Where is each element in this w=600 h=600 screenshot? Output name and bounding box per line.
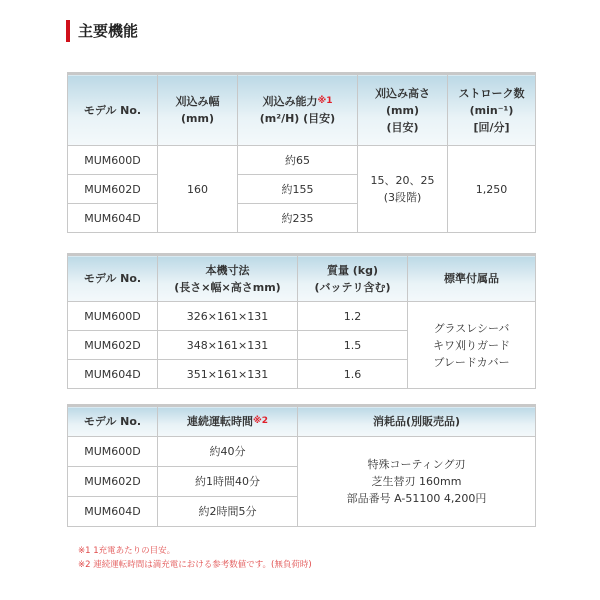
- text: 15、20、25: [370, 174, 435, 187]
- text: [68, 74, 536, 146]
- table-cell: 1.6: [298, 360, 408, 389]
- footnote-1: ※1 1充電あたりの目安。: [78, 546, 176, 556]
- table-cell: MUM600D: [68, 302, 158, 331]
- text: [68, 406, 536, 527]
- text: キワ刈りガード: [433, 338, 510, 352]
- table-cell: 348×161×131: [158, 331, 298, 360]
- text: 部品番号 A-51100 4,200円: [346, 492, 487, 505]
- spec-table-runtime: [67, 404, 536, 527]
- spec-table-dimensions: [67, 253, 536, 389]
- text: 刈込み幅: [175, 95, 220, 108]
- footnote-2: ※2 連続運転時間は満充電における参考数値です。(無負荷時): [78, 560, 312, 570]
- table-cell: 351×161×131: [158, 360, 298, 389]
- text: [68, 255, 536, 389]
- table-header-cell: モデル No.: [68, 406, 158, 437]
- table-cell: 約1時間40分: [158, 467, 298, 497]
- header-stroke: [448, 74, 536, 146]
- text: 質量 (kg): [326, 263, 379, 277]
- table-cell: 約2時間5分: [158, 497, 298, 527]
- text: ※1: [317, 96, 333, 106]
- table-header-cell: [298, 255, 408, 302]
- table-cell: 160: [158, 146, 238, 233]
- consumables: [298, 437, 536, 527]
- table-cell: 約235: [238, 204, 358, 233]
- table-cell: 約155: [238, 175, 358, 204]
- text: ストローク数: [458, 86, 525, 100]
- text: (3段階): [383, 191, 422, 204]
- text: 刈込み能力: [262, 95, 318, 108]
- text: 連続運転時間: [186, 415, 253, 428]
- table-cell: MUM602D: [68, 467, 158, 497]
- text: ※2: [252, 416, 268, 426]
- text: 刈込み高さ: [375, 86, 430, 100]
- page-title: 主要機能: [66, 20, 138, 42]
- text: 特殊コーティング刃: [367, 458, 466, 471]
- table-cell: 約40分: [158, 437, 298, 467]
- text: 本機寸法: [205, 263, 250, 277]
- text: (mm): [386, 103, 419, 117]
- table-row: [68, 302, 536, 331]
- table-cell: MUM602D: [68, 331, 158, 360]
- table-header-cell: [158, 406, 298, 437]
- text: [68, 406, 536, 437]
- footnotes: [78, 544, 312, 572]
- text: (バッテリ含む): [314, 280, 391, 294]
- table-cell: 約65: [238, 146, 358, 175]
- table-cell: 1.5: [298, 331, 408, 360]
- text: (mm): [181, 112, 214, 125]
- text: [68, 74, 536, 233]
- text: 芝生替刃 160mm: [371, 475, 462, 488]
- cutting-height: [358, 146, 448, 233]
- text: (min⁻¹): [469, 103, 514, 117]
- header-capacity: [238, 74, 358, 146]
- spec-table-cutting: [67, 72, 536, 233]
- table-cell: MUM604D: [68, 360, 158, 389]
- text: (長さ×幅×高さmm): [174, 280, 281, 294]
- accessories: [408, 302, 536, 389]
- header-width: [158, 74, 238, 146]
- table-cell: 1,250: [448, 146, 536, 233]
- text: [68, 255, 536, 302]
- text: [回/分]: [473, 120, 510, 134]
- table-cell: MUM604D: [68, 497, 158, 527]
- header-model: モデル No.: [68, 74, 158, 146]
- table-row: [68, 437, 536, 467]
- table-cell: 1.2: [298, 302, 408, 331]
- text: (m²/H) (目安): [259, 112, 336, 125]
- text: (目安): [386, 120, 419, 134]
- table-row: [68, 146, 536, 175]
- table-cell: MUM600D: [68, 437, 158, 467]
- table-header-cell: 標準付属品: [408, 255, 536, 302]
- table-cell: MUM600D: [68, 146, 158, 175]
- table-header-cell: [158, 255, 298, 302]
- table-cell: MUM602D: [68, 175, 158, 204]
- table-header-cell: 消耗品(別販売品): [298, 406, 536, 437]
- header-height: [358, 74, 448, 146]
- table-header-cell: モデル No.: [68, 255, 158, 302]
- text: ブレードカバー: [433, 355, 510, 369]
- table-cell: MUM604D: [68, 204, 158, 233]
- text: グラスレシーバ: [433, 321, 510, 335]
- table-cell: 326×161×131: [158, 302, 298, 331]
